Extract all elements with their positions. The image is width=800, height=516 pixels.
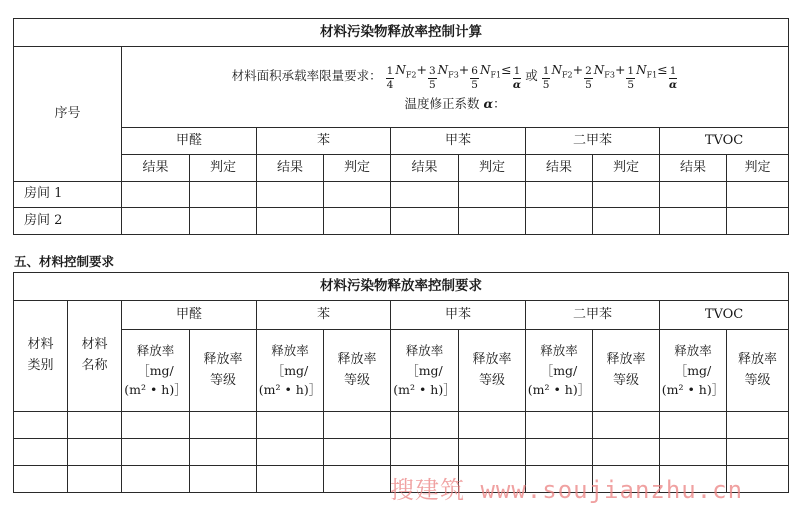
cell[interactable]: [727, 208, 789, 235]
cell[interactable]: [660, 182, 727, 208]
pollutant-header-xylene: 二甲苯: [526, 128, 660, 155]
fraction-numerator: 1: [513, 65, 521, 78]
operator: +: [458, 62, 470, 78]
fraction-rhs: [669, 66, 678, 90]
judge-header: 判定: [593, 155, 660, 182]
formula-left-terms: [385, 62, 523, 90]
variable-subscript: F1: [490, 70, 502, 80]
cell[interactable]: [324, 208, 391, 235]
seq-header: 序号: [14, 47, 122, 182]
release-rate-label: 释放率: [136, 343, 175, 359]
release-rate-unit: ［mg/: [540, 362, 578, 378]
release-rate-grade-header: [727, 330, 789, 412]
cell[interactable]: [190, 182, 257, 208]
cell[interactable]: [14, 466, 68, 493]
release-rate-unit: ［mg/: [137, 362, 174, 378]
fraction-numerator: 1: [386, 65, 394, 78]
cell[interactable]: [122, 439, 190, 466]
cell[interactable]: [324, 466, 391, 493]
release-rate-unit: (m² • h)］: [393, 382, 456, 398]
room-2-label: 房间 2: [14, 208, 122, 235]
fraction-denominator: 5: [471, 78, 478, 91]
release-rate-calc-table: [13, 18, 789, 235]
cell[interactable]: [190, 412, 257, 439]
release-rate-label: 释放率: [674, 343, 712, 359]
temp-colon: ：: [493, 96, 506, 112]
release-rate-unit: (m² • h)］: [661, 382, 725, 398]
cell[interactable]: [593, 208, 660, 235]
cell[interactable]: [391, 412, 459, 439]
cell[interactable]: [257, 412, 324, 439]
variable-subscript: F3: [448, 70, 459, 80]
fraction-denominator: 5: [428, 78, 436, 91]
fraction-denominator: 4: [386, 78, 394, 91]
cell[interactable]: [324, 412, 391, 439]
formula-prefix: 材料面积承载率限量要求：: [231, 68, 382, 84]
fraction: [428, 66, 437, 90]
variable-letter: N: [551, 63, 562, 78]
release-rate-unit: ［mg/: [674, 362, 712, 378]
cell[interactable]: [526, 439, 593, 466]
fraction: [584, 66, 593, 90]
pollutant-header-xylene: 二甲苯: [526, 301, 660, 330]
fraction-numerator: 1: [669, 65, 677, 78]
section-5-heading: 五、材料控制要求: [14, 254, 115, 269]
cell[interactable]: [526, 412, 593, 439]
formula-cell: [122, 47, 789, 128]
variable-n: [551, 63, 573, 80]
cell[interactable]: [526, 208, 593, 235]
variable-subscript: F2: [561, 70, 573, 80]
fraction: [470, 66, 479, 90]
formula-or: 或: [525, 68, 538, 84]
fraction-rhs: [513, 66, 522, 90]
table-row: [14, 182, 789, 208]
release-rate-unit: ［mg/: [271, 362, 309, 378]
operator: +: [572, 62, 584, 78]
cell[interactable]: [14, 439, 68, 466]
variable-n: [593, 63, 615, 80]
operator: ≤: [657, 62, 668, 78]
release-rate-header: [391, 330, 459, 412]
pollutant-header-tvoc: TVOC: [660, 128, 789, 155]
result-header: 结果: [257, 155, 324, 182]
release-rate-label: 释放率: [540, 343, 578, 359]
cell[interactable]: [14, 412, 68, 439]
fraction-denominator: 5: [627, 78, 635, 91]
fraction-numerator: 2: [585, 65, 592, 78]
cell[interactable]: [68, 466, 122, 493]
watermark: 搜建筑 www.soujianzhu.cn: [390, 476, 744, 504]
variable-subscript: F2: [405, 70, 417, 80]
result-header: 结果: [660, 155, 727, 182]
cell[interactable]: [660, 439, 727, 466]
pollutant-header-benzene: 苯: [257, 128, 391, 155]
cell[interactable]: [257, 208, 324, 235]
release-rate-grade-label: 释放率等级: [337, 351, 377, 388]
release-rate-grade-header: [459, 330, 526, 412]
cell[interactable]: [459, 412, 526, 439]
operator: +: [416, 62, 427, 78]
fraction: [386, 66, 395, 90]
table2-title: 材料污染物释放率控制要求: [14, 273, 789, 301]
fraction: [626, 66, 635, 90]
cell[interactable]: [391, 208, 459, 235]
release-rate-grade-header: [190, 330, 257, 412]
cell[interactable]: [324, 182, 391, 208]
release-rate-grade-label: 释放率等级: [738, 351, 778, 388]
operator: ≤: [501, 62, 512, 78]
room-1-label: 房间 1: [14, 182, 122, 208]
variable-letter: N: [395, 63, 406, 78]
variable-n: [479, 63, 502, 80]
fraction-numerator: 1: [627, 65, 635, 78]
cell[interactable]: [190, 439, 257, 466]
cell[interactable]: [122, 182, 190, 208]
release-rate-grade-label: 释放率等级: [606, 351, 646, 388]
release-rate-grade-header: [593, 330, 660, 412]
judge-header: 判定: [727, 155, 789, 182]
cell[interactable]: [459, 208, 526, 235]
variable-n: [636, 63, 658, 80]
release-rate-grade-header: [324, 330, 391, 412]
release-rate-unit: (m² • h)］: [124, 382, 187, 398]
pollutant-header-formaldehyde: 甲醛: [122, 301, 257, 330]
operator: +: [614, 62, 626, 78]
cell[interactable]: [727, 412, 789, 439]
cell[interactable]: [122, 412, 190, 439]
cell[interactable]: [257, 182, 324, 208]
material-name-header: [68, 301, 122, 412]
cell[interactable]: [526, 182, 593, 208]
cell[interactable]: [593, 439, 660, 466]
variable-n: [437, 63, 459, 80]
temp-label: 温度修正系数: [404, 96, 480, 112]
variable-subscript: F1: [646, 70, 658, 80]
variable-subscript: F3: [604, 70, 615, 80]
release-rate-requirement-table: [13, 272, 789, 493]
cell[interactable]: [190, 208, 257, 235]
cell[interactable]: [68, 439, 122, 466]
variable-letter: N: [593, 63, 605, 78]
cell[interactable]: [68, 412, 122, 439]
fraction-denominator: 5: [585, 78, 592, 91]
fraction: [542, 66, 551, 90]
cell[interactable]: [459, 439, 526, 466]
pollutant-header-benzene: 苯: [257, 301, 391, 330]
cell[interactable]: [122, 466, 190, 493]
temp-correction-line: [122, 96, 788, 112]
cell[interactable]: [660, 208, 727, 235]
release-rate-header: [526, 330, 593, 412]
variable-letter: N: [479, 63, 491, 78]
release-rate-header: [122, 330, 190, 412]
table-row: [14, 439, 789, 466]
fraction-numerator: 3: [428, 65, 436, 78]
cell[interactable]: [257, 439, 324, 466]
cell[interactable]: [459, 182, 526, 208]
result-header: 结果: [526, 155, 593, 182]
result-header: 结果: [122, 155, 190, 182]
cell[interactable]: [391, 439, 459, 466]
judge-header: 判定: [190, 155, 257, 182]
material-category-label: 材料类别: [27, 337, 54, 373]
fraction-denominator: 5: [542, 78, 550, 91]
table-row: [14, 412, 789, 439]
temp-symbol: α: [483, 96, 494, 112]
pollutant-header-toluene: 甲苯: [391, 128, 526, 155]
table1-title: 材料污染物释放率控制计算: [14, 19, 789, 47]
fraction-denominator: α: [512, 78, 521, 91]
cell[interactable]: [660, 412, 727, 439]
release-rate-header: [660, 330, 727, 412]
release-rate-grade-label: 释放率等级: [472, 351, 512, 388]
judge-header: 判定: [324, 155, 391, 182]
cell[interactable]: [391, 182, 459, 208]
release-rate-unit: (m² • h)］: [258, 382, 322, 398]
variable-letter: N: [636, 63, 647, 78]
material-name-label: 材料名称: [81, 337, 108, 373]
release-rate-unit: (m² • h)］: [527, 382, 591, 398]
cell[interactable]: [122, 208, 190, 235]
cell[interactable]: [593, 182, 660, 208]
cell[interactable]: [190, 466, 257, 493]
cell[interactable]: [593, 412, 660, 439]
pollutant-header-tvoc: TVOC: [660, 301, 789, 330]
pollutant-header-formaldehyde: 甲醛: [122, 128, 257, 155]
variable-letter: N: [437, 63, 449, 78]
fraction-numerator: 6: [471, 65, 478, 78]
cell[interactable]: [727, 182, 789, 208]
formula-line: [122, 62, 788, 90]
cell[interactable]: [257, 466, 324, 493]
judge-header: 判定: [459, 155, 526, 182]
fraction-numerator: 1: [542, 65, 550, 78]
release-rate-unit: ［mg/: [406, 362, 443, 378]
result-header: 结果: [391, 155, 459, 182]
pollutant-header-toluene: 甲苯: [391, 301, 526, 330]
cell[interactable]: [727, 439, 789, 466]
release-rate-label: 释放率: [271, 343, 309, 359]
formula-right-terms: [541, 62, 679, 90]
table-row: [14, 208, 789, 235]
release-rate-header: [257, 330, 324, 412]
variable-n: [395, 63, 417, 80]
fraction-denominator: α: [669, 78, 678, 91]
cell[interactable]: [324, 439, 391, 466]
release-rate-grade-label: 释放率等级: [203, 351, 243, 388]
release-rate-label: 释放率: [405, 343, 444, 359]
material-category-header: [14, 301, 68, 412]
